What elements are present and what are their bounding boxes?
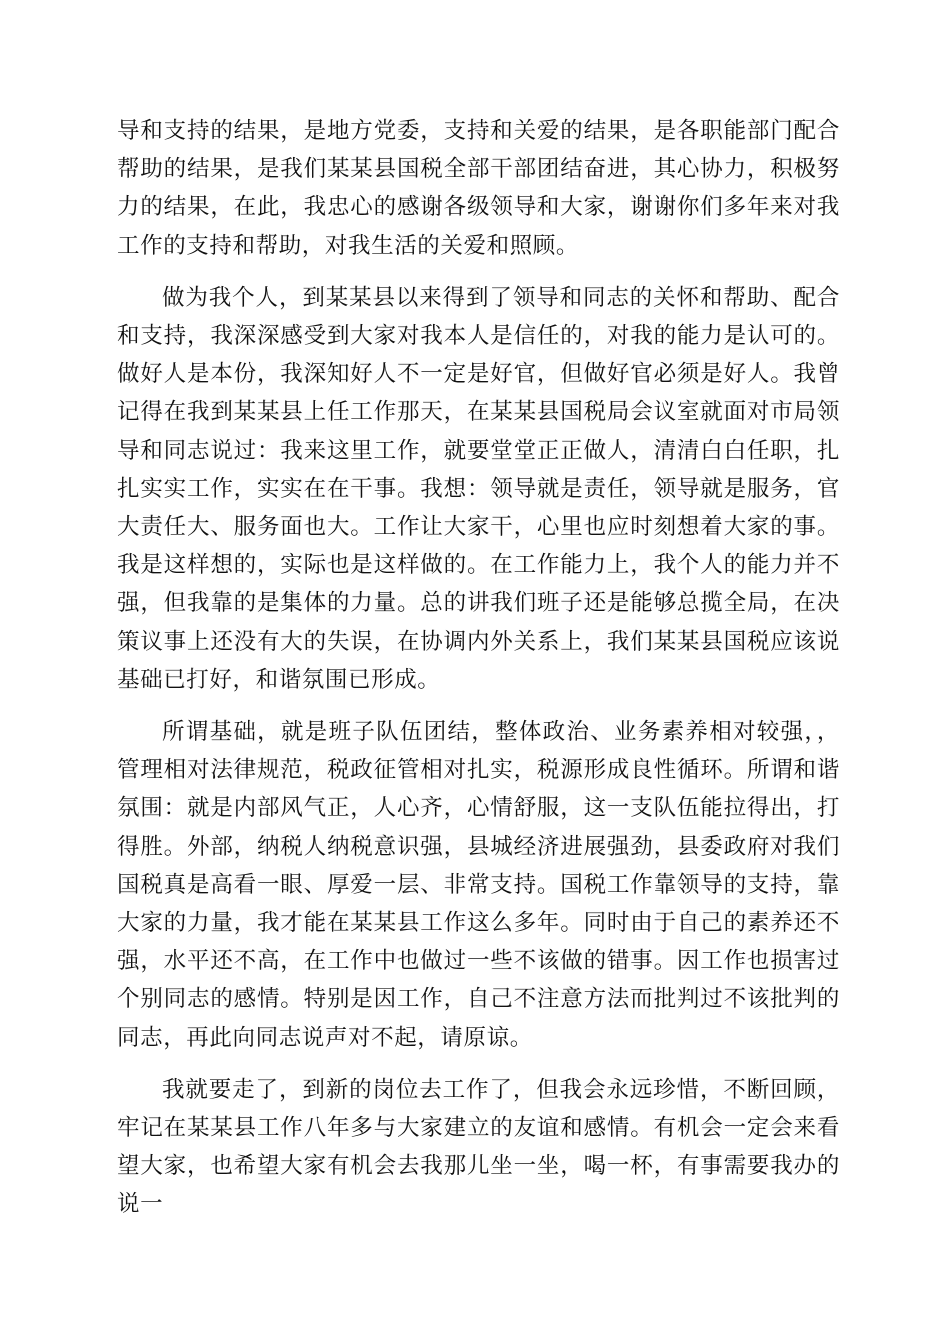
paragraph-1: 导和支持的结果，是地方党委，支持和关爱的结果，是各职能部门配合帮助的结果，是我们某某县国税全部干部团结奋进，其心协力，积极努力的结果，在此，我忠心的感谢各级领导和大家，谢谢你们多年来对我工作的支持和帮助，对我生活的关爱和照顾。 (117, 118, 840, 259)
paragraph-4: 我就要走了，到新的岗位去工作了，但我会永远珍惜，不断回顾，牢记在某某县工作八年多与大家建立的友谊和感情。有机会一定会来看望大家，也希望大家有机会去我那儿坐一坐，喝一杯，有事需要我办的说一 (117, 1076, 840, 1218)
paragraph-3: 所谓基础，就是班子队伍团结，整体政治、业务素养相对较强，，管理相对法律规范，税政征管相对扎实，税源形成良性循环。所谓和谐氛围：就是内部风气正，人心齐，心情舒服，这一支队伍能拉得出，打得胜。外部，纳税人纳税意识强，县城经济进展强劲，县委政府对我们国税真是高看一眼、厚爱一层、非常支持。国税工作靠领导的支持，靠大家的力量，我才能在某某县工作这么多年。同时由于自己的素养还不强，水平还不高，在工作中也做过一些不该做的错事。因工作也损害过个别同志的感情。特别是因工作，自己不注意方法而批判过不该批判的同志，再此向同志说声对不起，请原谅。 (117, 719, 840, 1051)
paragraph-2: 做为我个人，到某某县以来得到了领导和同志的关怀和帮助、配合和支持，我深深感受到大家对我本人是信任的，对我的能力是认可的。做好人是本份，我深知好人不一定是好官，但做好官必须是好人。我曾记得在我到某某县上任工作那天，在某某县国税局会议室就面对市局领导和同志说过：我来这里工作，就要堂堂正正做人，清清白白任职，扎扎实实工作，实实在在干事。我想：领导就是责任，领导就是服务，官大责任大、服务面也大。工作让大家干，心里也应时刻想着大家的事。我是这样想的，实际也是这样做的。在工作能力上，我个人的能力并不强，但我靠的是集体的力量。总的讲我们班子还是能够总揽全局，在决策议事上还没有大的失误，在协调内外关系上，我们某某县国税应该说基础已打好，和谐氛围已形成。 (117, 284, 840, 693)
